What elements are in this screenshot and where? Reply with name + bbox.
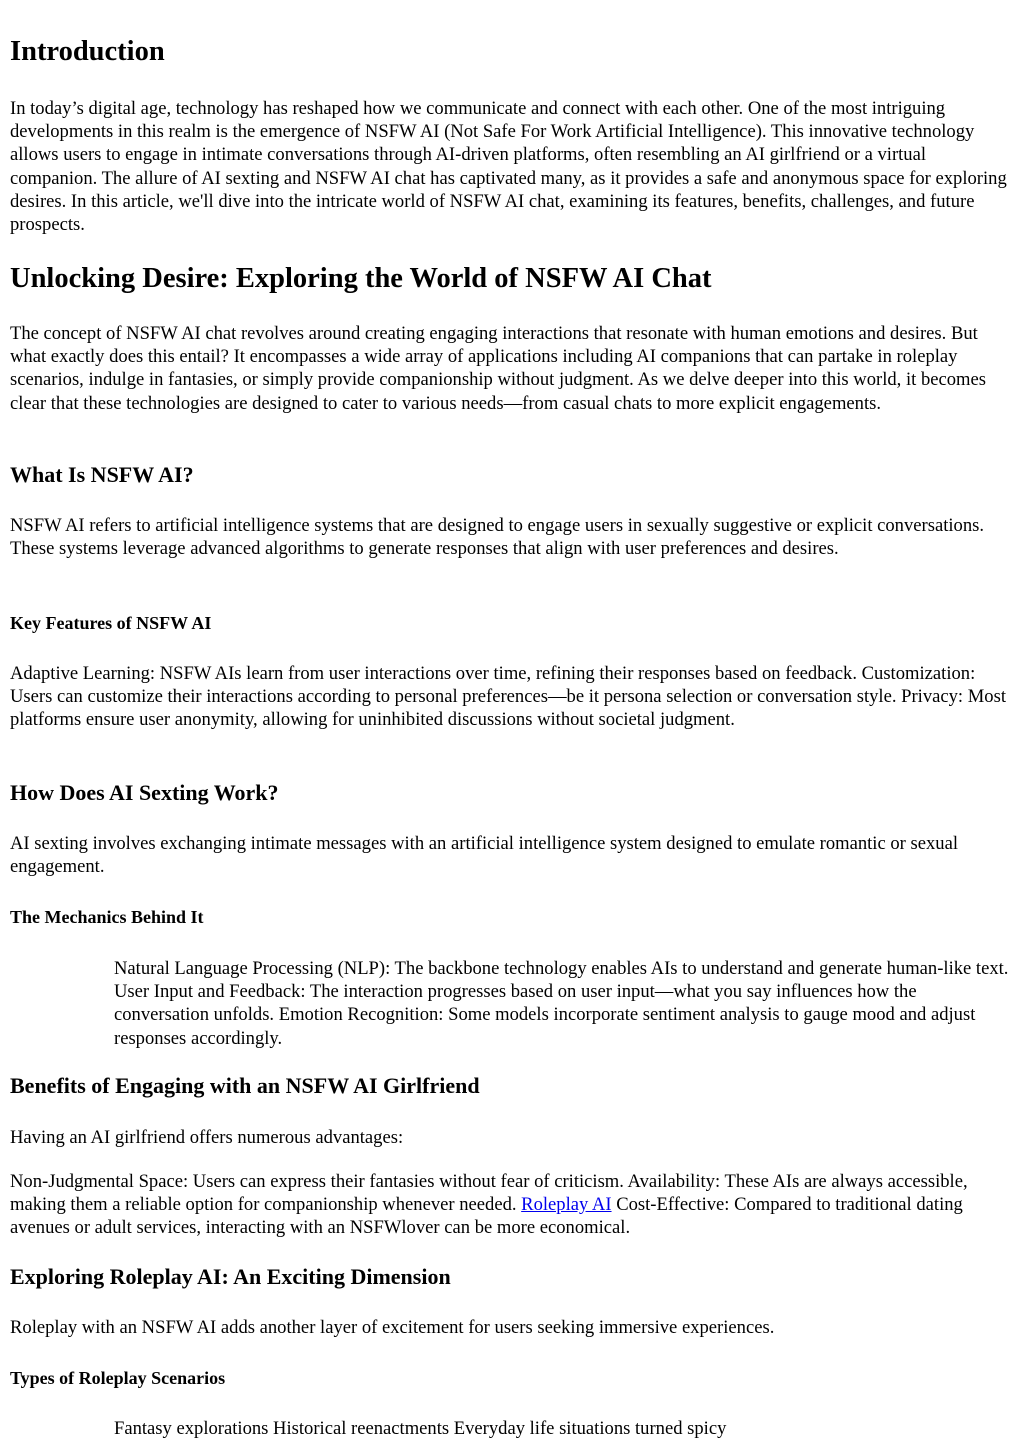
intro-paragraph: In today’s digital age, technology has reshaped how we communicate and connect with each other. One of the most intriguing developments in this realm is the emergence of NSFW AI (Not Safe For Work Artificial Intelligence). This innovative technology allows users to engage in intimate conversations through AI-driven platforms, often resembling an AI girlfriend or a virtual companion. The allure of AI sexting and NSFW AI chat has captivated many, as it provides a safe and anonymous space for exploring desires. In this article, we'll dive into the intricate world of NSFW AI chat, examining its features, benefits, challenges, and future prospects. — [10, 98, 1007, 236]
benefits-text-after-link: Cost-Effective: Compared to traditional dating avenues or adult services, interacting with an NSFWlover can be more economical. — [10, 1194, 963, 1239]
scenarios-heading: Types of Roleplay Scenarios — [10, 1368, 226, 1388]
mechanics-heading: The Mechanics Behind It — [10, 907, 204, 927]
benefits-heading: Benefits of Engaging with an NSFW AI Girlfriend — [10, 1073, 480, 1098]
roleplay-paragraph: Roleplay with an NSFW AI adds another layer of excitement for users seeking immersive experiences. — [10, 1317, 775, 1338]
roleplay-ai-link[interactable]: Roleplay AI — [521, 1194, 612, 1216]
benefits-intro: Having an AI girlfriend offers numerous advantages: — [10, 1127, 404, 1148]
benefits-text-before-link: Non-Judgmental Space: Users can express their fantasies without fear of criticism. Availability: These AIs are always accessible, making them a reliable option for companionship whenever needed. — [10, 1171, 968, 1216]
unlocking-heading: Unlocking Desire: Exploring the World of NSFW AI Chat — [10, 263, 712, 294]
how-sexting-heading: How Does AI Sexting Work? — [10, 780, 279, 805]
scenarios-blockquote: Fantasy explorations Historical reenactments Everyday life situations turned spicy — [114, 1418, 727, 1439]
key-features-heading: Key Features of NSFW AI — [10, 613, 212, 633]
what-is-paragraph: NSFW AI refers to artificial intelligence systems that are designed to engage users in sexually suggestive or explicit conversations. These systems leverage advanced algorithms to generate responses that align with user preferences and desires. — [10, 515, 985, 560]
what-is-heading: What Is NSFW AI? — [10, 462, 194, 487]
key-features-paragraph: Adaptive Learning: NSFW AIs learn from user interactions over time, refining their responses based on feedback. Customization: Users can customize their interactions according to personal preferences—be it persona selection or conversation style. Privacy: Most platforms ensure user anonymity, allowing for uninhibited discussions without societal judgment. — [10, 663, 1006, 731]
roleplay-heading: Exploring Roleplay AI: An Exciting Dimension — [10, 1264, 451, 1289]
mechanics-blockquote: Natural Language Processing (NLP): The backbone technology enables AIs to understand and generate human-like text. User Input and Feedback: The interaction progresses based on user input—what you say influences how the conversation unfolds. Emotion Recognition: Some models incorporate sentiment analysis to gauge mood and adjust responses accordingly. — [114, 958, 1009, 1049]
how-sexting-paragraph: AI sexting involves exchanging intimate messages with an artificial intelligence system designed to emulate romantic or sexual engagement. — [10, 833, 959, 878]
intro-heading: Introduction — [10, 36, 165, 67]
unlocking-paragraph: The concept of NSFW AI chat revolves around creating engaging interactions that resonate with human emotions and desires. But what exactly does this entail? It encompasses a wide array of applications including AI companions that can partake in roleplay scenarios, indulge in fantasies, or simply provide companionship without judgment. As we delve deeper into this world, it becomes clear that these technologies are designed to cater to various needs—from casual chats to more explicit engagements. — [10, 323, 986, 414]
benefits-paragraph — [10, 1170, 1014, 1240]
